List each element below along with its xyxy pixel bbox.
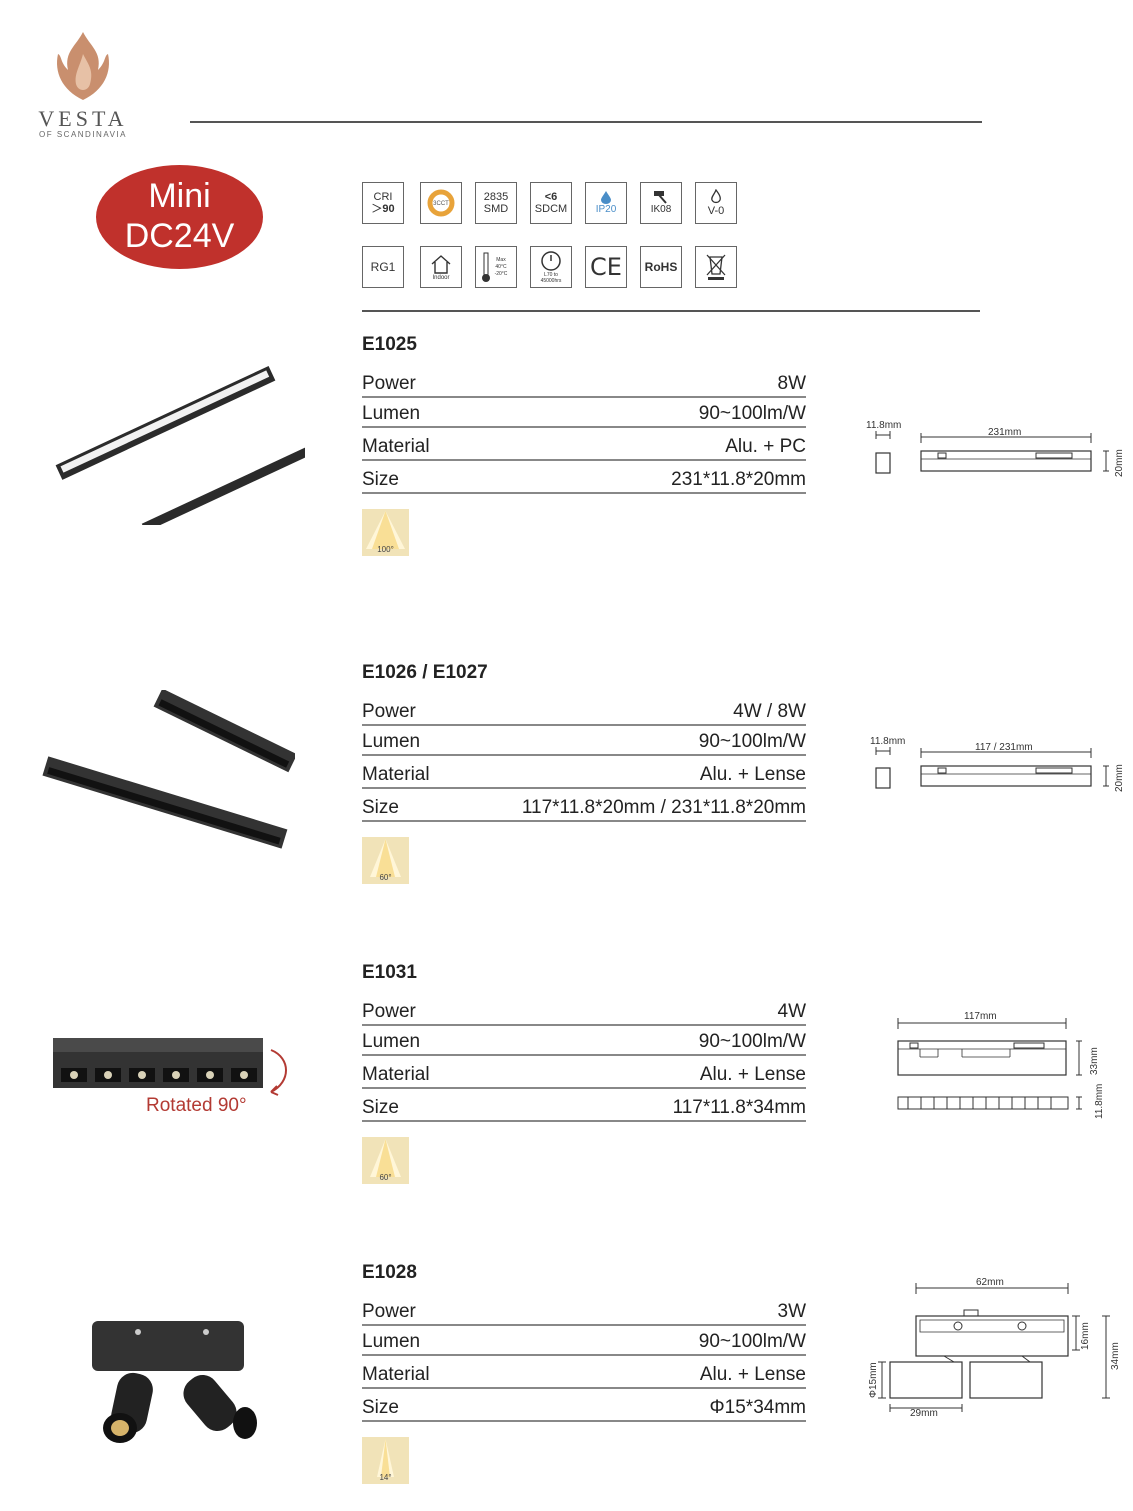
beam-angle-label: 14° (379, 1473, 392, 1482)
dim-head-label: 29mm (910, 1408, 938, 1419)
smd-icon: 2835 SMD (475, 182, 517, 224)
spec-row-power (362, 694, 806, 726)
e1025-product-image (45, 350, 305, 525)
spec-label: Size (362, 1397, 399, 1418)
flame-icon (28, 28, 138, 106)
e1028-product-image (80, 1318, 280, 1448)
spec-value: Alu. + PC (725, 436, 806, 457)
header-divider (190, 121, 982, 123)
clock-icon (540, 250, 562, 272)
product-code: E1031 (362, 962, 417, 983)
mini-dc24v-badge (96, 165, 263, 269)
spec-row-power (362, 366, 806, 398)
spec-label: Lumen (362, 1331, 421, 1352)
spec-label: Lumen (362, 403, 421, 424)
spec-row-power (362, 1294, 806, 1326)
spec-row-power (362, 994, 806, 1026)
temperature-icon: Max 40°C -20°C (475, 246, 517, 288)
water-drop-icon (599, 190, 613, 204)
badge-line1: Mini (148, 177, 211, 215)
house-icon (429, 253, 453, 275)
spec-label: Size (362, 469, 399, 490)
spec-label: Material (362, 764, 430, 785)
spec-row-material (362, 1057, 806, 1089)
beam-angle-icon (362, 1137, 409, 1184)
ce-mark-icon: CE (585, 246, 627, 288)
svg-text:3CCT: 3CCT (433, 201, 449, 207)
spec-value: 90~100lm/W (698, 403, 806, 424)
beam-angle-icon (362, 509, 409, 556)
spec-value: 3W (777, 1301, 806, 1322)
spec-value: 117*11.8*34mm (672, 1097, 806, 1118)
spec-row-lumen (362, 1024, 806, 1056)
beam-angle-label: 60° (379, 873, 392, 882)
spec-value: Alu. + Lense (699, 1064, 806, 1085)
product-code: E1025 (362, 334, 417, 355)
dim-length-label: 117 / 231mm (975, 742, 1033, 753)
indoor-icon: Indoor (420, 246, 462, 288)
e1028-dimension-drawing (862, 1270, 1127, 1420)
spec-value: 90~100lm/W (698, 1031, 806, 1052)
rohs-icon: RoHS (640, 246, 682, 288)
ik08-icon: IK08 (640, 182, 682, 224)
spec-label: Power (362, 373, 416, 394)
e1026-dimension-drawing (860, 730, 1130, 810)
product-code: E1028 (362, 1262, 417, 1283)
spec-row-size (362, 1090, 806, 1122)
product-code: E1026 / E1027 (362, 662, 488, 683)
dim-length-label: 231mm (988, 427, 1022, 438)
spec-label: Size (362, 797, 399, 818)
spec-value: 4W (777, 1001, 806, 1022)
dim-height-label: 33mm (1089, 1047, 1100, 1075)
lifetime-icon: L70 to 45000hrs (530, 246, 572, 288)
cct-ring-icon (426, 188, 456, 218)
spec-row-lumen (362, 396, 806, 428)
spec-row-size (362, 1390, 806, 1422)
spec-row-lumen (362, 724, 806, 756)
spec-value: Alu. + Lense (699, 764, 806, 785)
spec-label: Power (362, 1001, 416, 1022)
spec-label: Lumen (362, 1031, 421, 1052)
weee-bin-icon (695, 246, 737, 288)
spec-value: 90~100lm/W (698, 731, 806, 752)
rotated-note: Rotated 90° (146, 1095, 247, 1116)
e1031-dimension-drawing (890, 1005, 1120, 1120)
spec-value: 4W / 8W (733, 701, 806, 722)
dim-total-label: 34mm (1110, 1342, 1121, 1370)
spec-label: Power (362, 1301, 416, 1322)
e1031-product-image (45, 1030, 295, 1100)
spec-label: Power (362, 701, 416, 722)
hammer-icon (653, 190, 669, 204)
spec-row-size (362, 790, 806, 822)
v0-icon: V-0 (695, 182, 737, 224)
spec-row-material (362, 757, 806, 789)
crossed-bin-icon (704, 252, 728, 282)
beam-angle-icon (362, 837, 409, 884)
cct-icon (420, 182, 462, 224)
rg1-icon: RG1 (362, 246, 404, 288)
spec-label: Size (362, 1097, 399, 1118)
dim-width-label: 11.8mm (870, 736, 906, 747)
spec-value: 90~100lm/W (698, 1331, 806, 1352)
e1025-dimension-drawing (860, 415, 1130, 495)
brand-subtitle: OF SCANDINAVIA (39, 130, 127, 139)
dim-height-label: 20mm (1114, 449, 1125, 477)
dim-height-label: 20mm (1114, 764, 1125, 792)
cri-icon: CRI ＞90 (362, 182, 404, 224)
spec-row-size (362, 462, 806, 494)
badge-line2: DC24V (124, 217, 235, 255)
beam-angle-label: 60° (379, 1173, 392, 1182)
beam-angle-icon (362, 1437, 409, 1484)
spec-row-material (362, 429, 806, 461)
spec-value: Φ15*34mm (709, 1397, 806, 1418)
dim-width-label: 11.8mm (1094, 1083, 1105, 1119)
dim-width-label: 11.8mm (866, 420, 902, 431)
sdcm-icon: <6 SDCM (530, 182, 572, 224)
spec-label: Material (362, 1064, 430, 1085)
spec-row-material (362, 1357, 806, 1389)
spec-label: Lumen (362, 731, 421, 752)
dim-length-label: 62mm (976, 1277, 1004, 1288)
spec-value: 231*11.8*20mm (671, 469, 806, 490)
dim-length-label: 117mm (964, 1011, 997, 1022)
ip20-icon: IP20 (585, 182, 627, 224)
thermometer-icon (481, 251, 491, 283)
spec-row-lumen (362, 1324, 806, 1356)
spec-value: Alu. + Lense (699, 1364, 806, 1385)
vesta-logo (28, 28, 138, 158)
spec-label: Material (362, 1364, 430, 1385)
e1026-product-image (30, 690, 295, 860)
spec-label: Material (362, 436, 430, 457)
spec-value: 8W (777, 373, 806, 394)
beam-angle-label: 100° (377, 545, 394, 554)
fire-icon (708, 189, 724, 205)
cert-divider (362, 310, 980, 312)
dim-body-label: 16mm (1080, 1322, 1091, 1350)
brand-name: VESTA (38, 106, 128, 131)
spec-value: 117*11.8*20mm / 231*11.8*20mm (521, 797, 806, 818)
dim-diameter-label: Φ15mm (868, 1362, 879, 1398)
